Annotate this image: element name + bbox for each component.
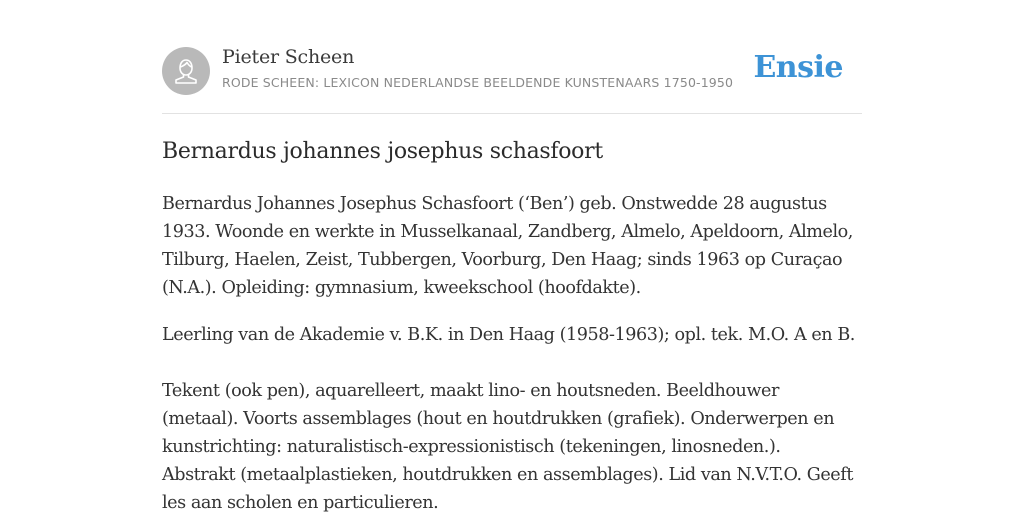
user-icon <box>171 56 201 86</box>
avatar[interactable] <box>162 47 210 95</box>
paragraph-line: les aan scholen en particulieren. <box>162 493 439 512</box>
paragraph-line: (metaal). Voorts assemblages (hout en houtdrukken (grafiek). Onderwerpen en <box>162 409 835 429</box>
author-name[interactable]: Pieter Scheen <box>222 46 355 68</box>
article-paragraph <box>162 190 862 302</box>
page-container <box>162 0 862 512</box>
paragraph-line: Leerling van de Akademie v. B.K. in Den Haag (1958-1963); opl. tek. M.O. A en B. <box>162 325 855 345</box>
article-paragraph <box>162 377 862 512</box>
author-header <box>162 0 862 114</box>
paragraph-line: Tekent (ook pen), aquarelleert, maakt lino- en houtsneden. Beeldhouwer <box>162 381 779 401</box>
paragraph-line: Abstrakt (metaalplastieken, houtdrukken en assemblages). Lid van N.V.T.O. Geeft <box>162 465 853 485</box>
article-title: Bernardus johannes josephus schasfoort <box>162 139 603 164</box>
paragraph-line: kunstrichting: naturalistisch-expressionistisch (tekeningen, linosneden.). <box>162 437 781 457</box>
article-paragraph <box>162 321 862 349</box>
paragraph-line: Bernardus Johannes Josephus Schasfoort (‘Ben’) geb. Onstwedde 28 augustus <box>162 194 827 214</box>
source-label[interactable]: RODE SCHEEN: LEXICON NEDERLANDSE BEELDENDE KUNSTENAARS 1750-1950 <box>222 75 734 90</box>
brand-logo[interactable]: Ensie <box>753 50 843 85</box>
paragraph-line: Tilburg, Haelen, Zeist, Tubbergen, Voorburg, Den Haag; sinds 1963 op Curaçao <box>162 250 843 270</box>
paragraph-line: 1933. Woonde en werkte in Musselkanaal, Zandberg, Almelo, Apeldoorn, Almelo, <box>162 222 853 242</box>
paragraph-line: (N.A.). Opleiding: gymnasium, kweekschool (hoofdakte). <box>162 278 641 298</box>
